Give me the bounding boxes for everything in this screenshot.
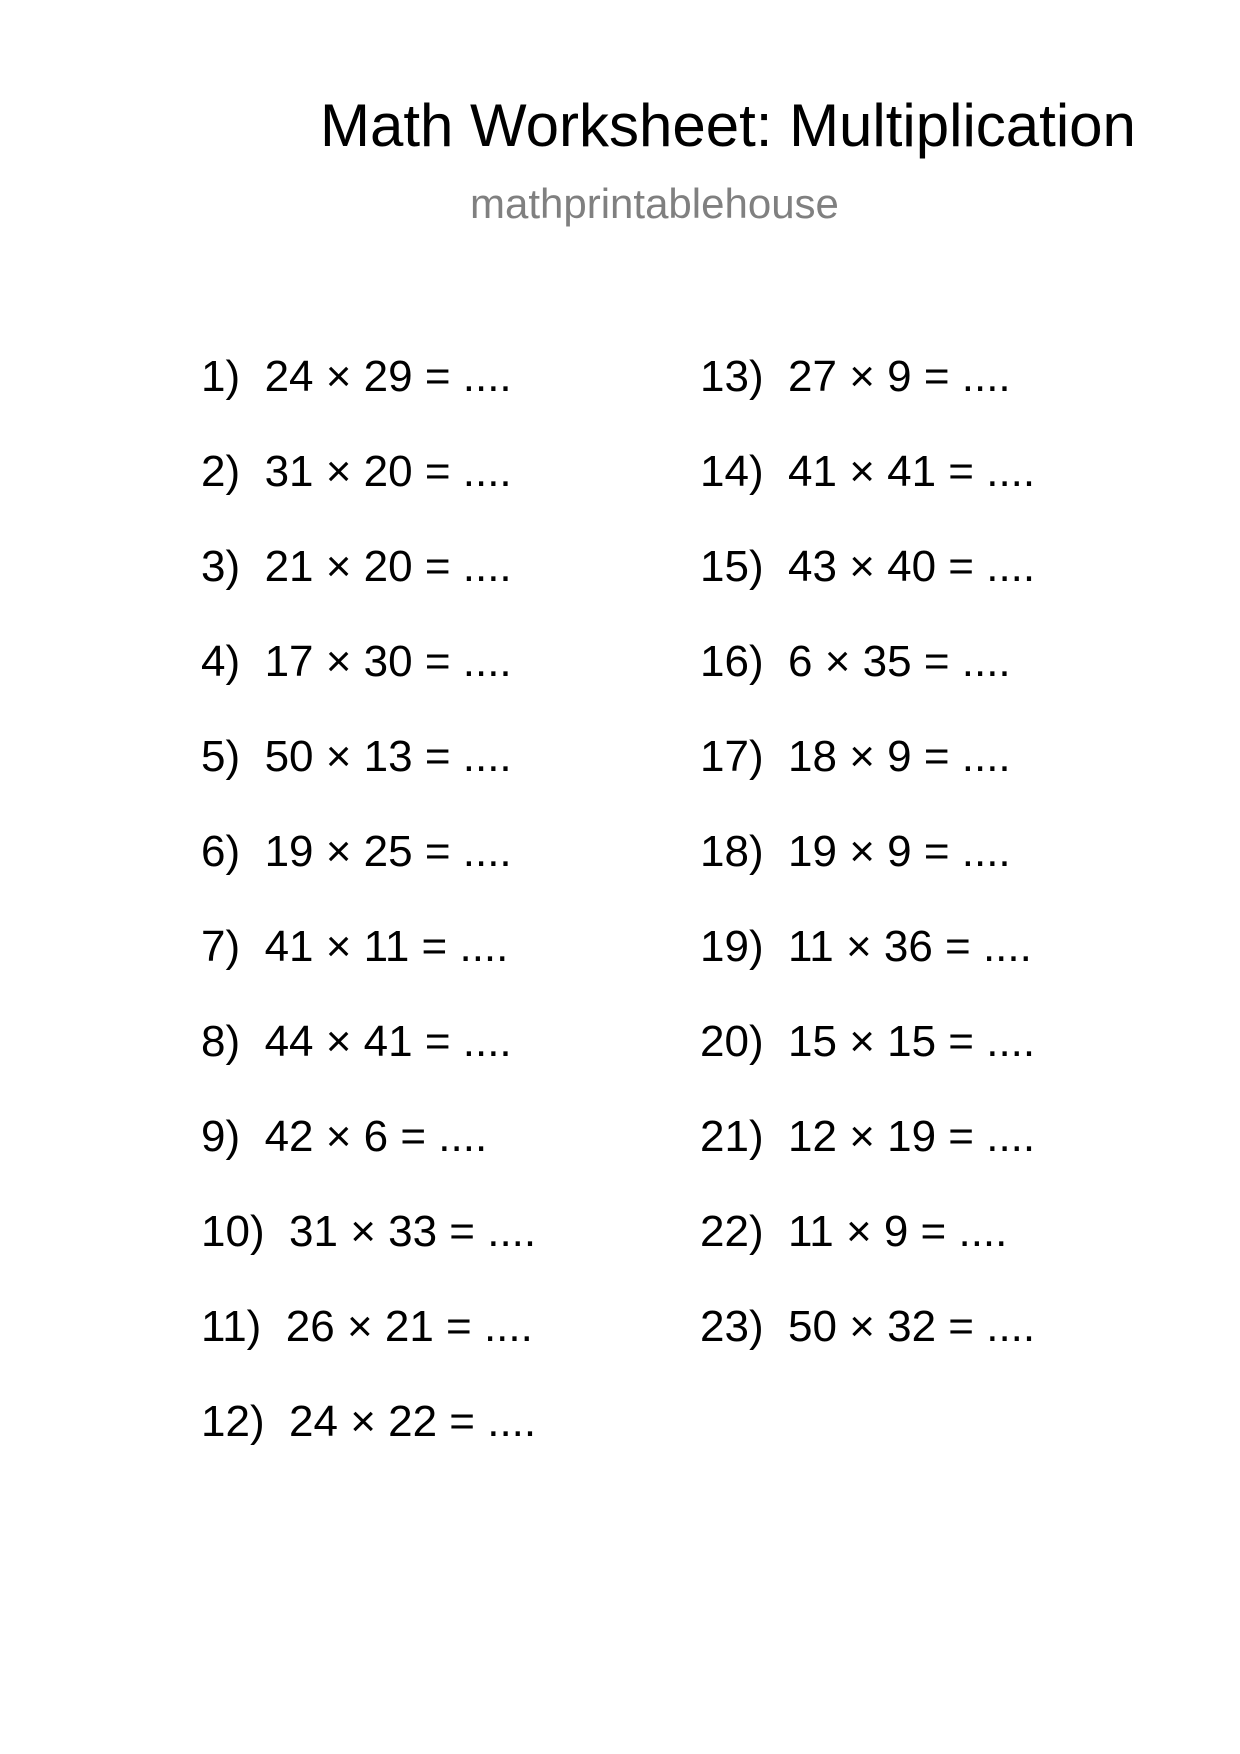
problem-item: 9) 42 × 6 = .... bbox=[201, 1112, 488, 1161]
problem-item: 15) 43 × 40 = .... bbox=[700, 542, 1036, 591]
problems-column-left bbox=[201, 352, 536, 1492]
problem-item: 18) 19 × 9 = .... bbox=[700, 827, 1011, 876]
problem-item: 12) 24 × 22 = .... bbox=[201, 1397, 537, 1446]
worksheet-subtitle: mathprintablehouse bbox=[470, 180, 839, 227]
worksheet-title: Math Worksheet: Multiplication bbox=[320, 92, 1136, 159]
problem-item: 17) 18 × 9 = .... bbox=[700, 732, 1011, 781]
problem-item: 11) 26 × 21 = .... bbox=[201, 1302, 533, 1351]
problem-item: 21) 12 × 19 = .... bbox=[700, 1112, 1036, 1161]
problem-item: 2) 31 × 20 = .... bbox=[201, 447, 512, 496]
problem-item: 8) 44 × 41 = .... bbox=[201, 1017, 512, 1066]
problem-item: 22) 11 × 9 = .... bbox=[700, 1207, 1008, 1256]
problem-item: 16) 6 × 35 = .... bbox=[700, 637, 1011, 686]
problem-item: 19) 11 × 36 = .... bbox=[700, 922, 1032, 971]
problem-item: 4) 17 × 30 = .... bbox=[201, 637, 512, 686]
problem-item: 10) 31 × 33 = .... bbox=[201, 1207, 537, 1256]
problem-item: 1) 24 × 29 = .... bbox=[201, 352, 512, 401]
problem-item: 20) 15 × 15 = .... bbox=[700, 1017, 1036, 1066]
problems-column-right bbox=[700, 352, 1035, 1397]
problem-item: 14) 41 × 41 = .... bbox=[700, 447, 1036, 496]
problem-item: 23) 50 × 32 = .... bbox=[700, 1302, 1036, 1351]
problem-item: 13) 27 × 9 = .... bbox=[700, 352, 1011, 401]
problem-item: 7) 41 × 11 = .... bbox=[201, 922, 509, 971]
problem-item: 5) 50 × 13 = .... bbox=[201, 732, 512, 781]
problem-item: 3) 21 × 20 = .... bbox=[201, 542, 512, 591]
problem-item: 6) 19 × 25 = .... bbox=[201, 827, 512, 876]
